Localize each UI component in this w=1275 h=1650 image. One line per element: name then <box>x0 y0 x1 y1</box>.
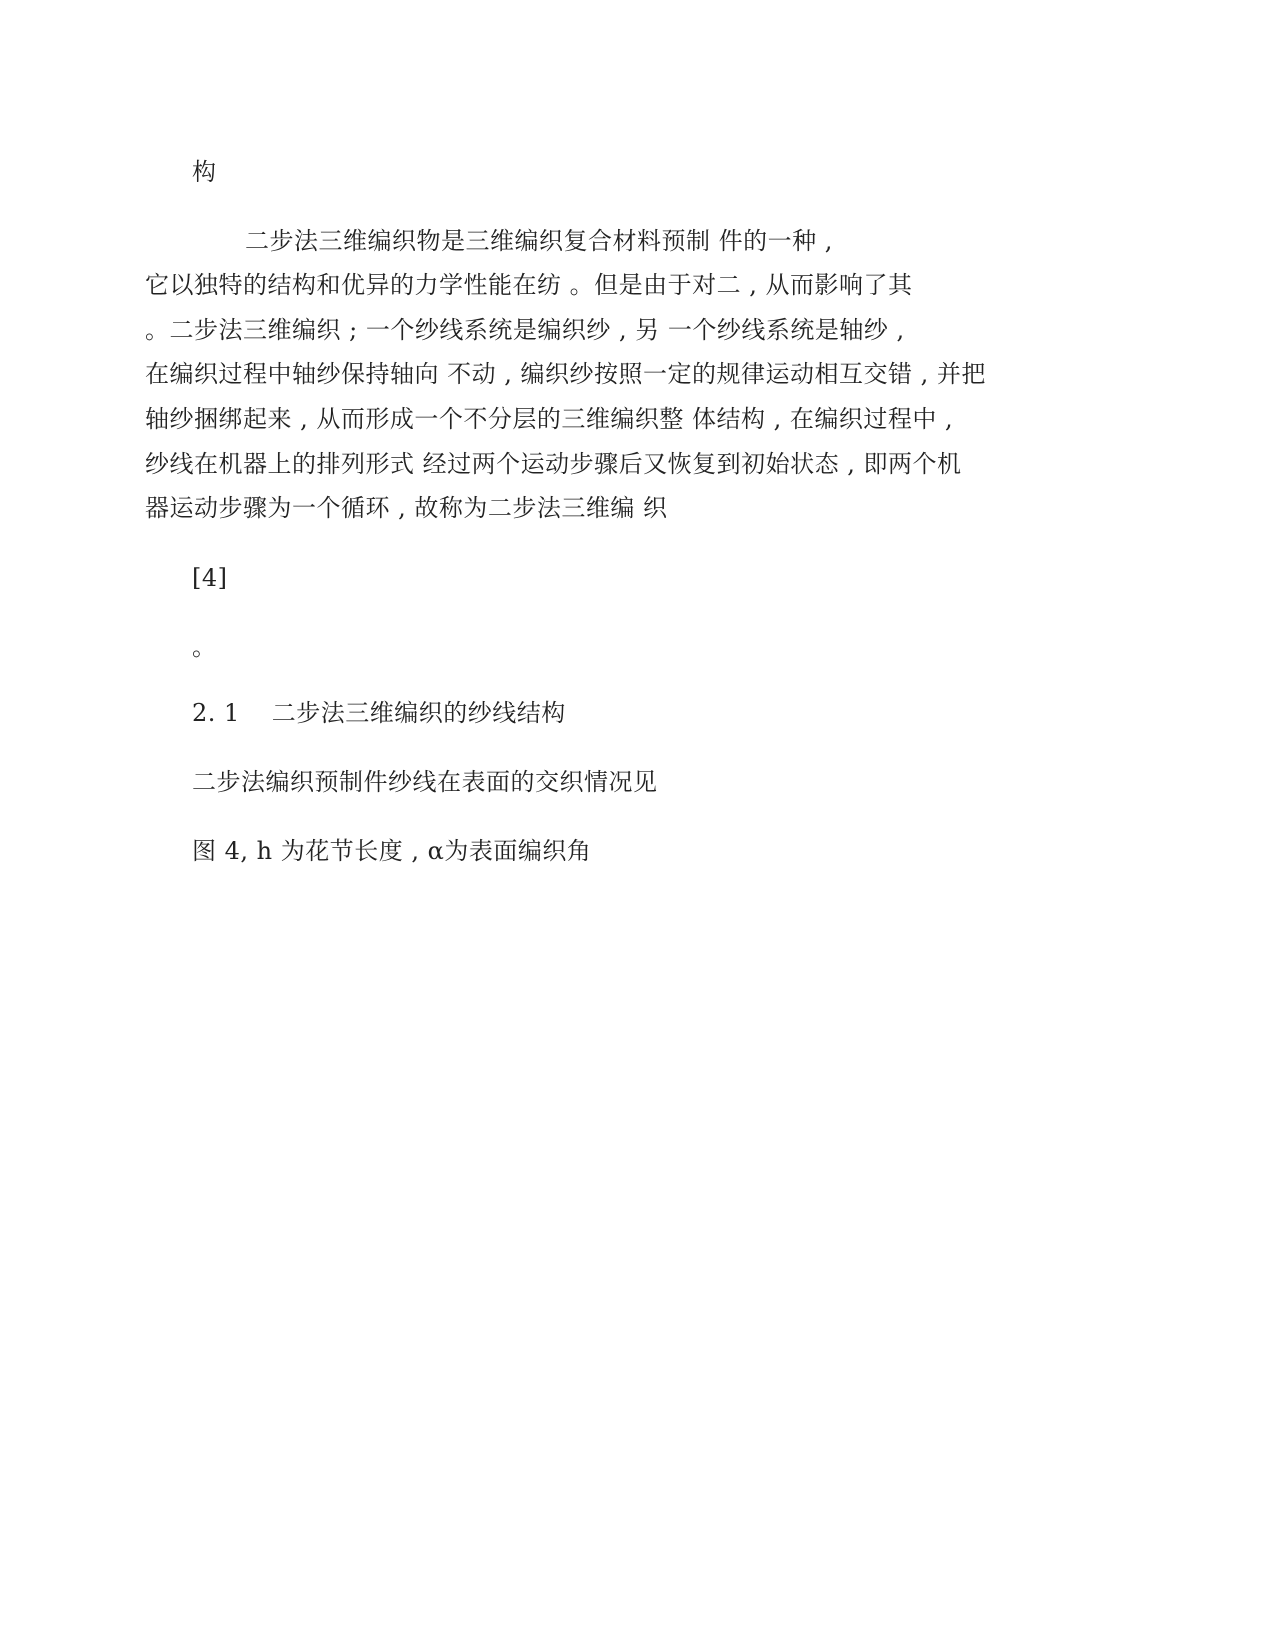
section-number: 2. 1 <box>192 699 240 727</box>
section-title: 二步法三维编织的纱线结构 <box>271 699 566 727</box>
paragraph-line: 纱线在机器上的排列形式 经过两个运动步骤后又恢复到初始状态 , 即两个机 <box>145 450 962 478</box>
heading-tail: 构 <box>192 158 217 186</box>
sentence-period: 。 <box>192 633 217 661</box>
paragraph-line: 它以独特的结构和优异的力学性能在纺 。但是由于对二 , 从而影响了其 <box>145 271 913 299</box>
paragraph-line: 在编织过程中轴纱保持轴向 不动 , 编织纱按照一定的规律运动相互交错 , 并把 <box>145 360 986 388</box>
paragraph-2-line-1: 二步法编织预制件纱线在表面的交织情况见 <box>192 768 658 796</box>
paragraph-line: 二步法三维编织物是三维编织复合材料预制 件的一种 , <box>245 227 833 255</box>
section-heading <box>192 697 566 729</box>
citation-reference: [4] <box>192 564 228 592</box>
paragraph-line: 器运动步骤为一个循环 , 故称为二步法三维编 织 <box>145 494 668 522</box>
paragraph-line: 轴纱捆绑起来 , 从而形成一个不分层的三维编织整 体结构 , 在编织过程中 , <box>145 405 954 433</box>
paragraph-line: 。二步法三维编织 ; 一个纱线系统是编织纱 , 另 一个纱线系统是轴纱 , <box>145 316 905 344</box>
paragraph-2-line-2: 图 4, h 为花节长度 , α为表面编织角 <box>192 837 592 865</box>
